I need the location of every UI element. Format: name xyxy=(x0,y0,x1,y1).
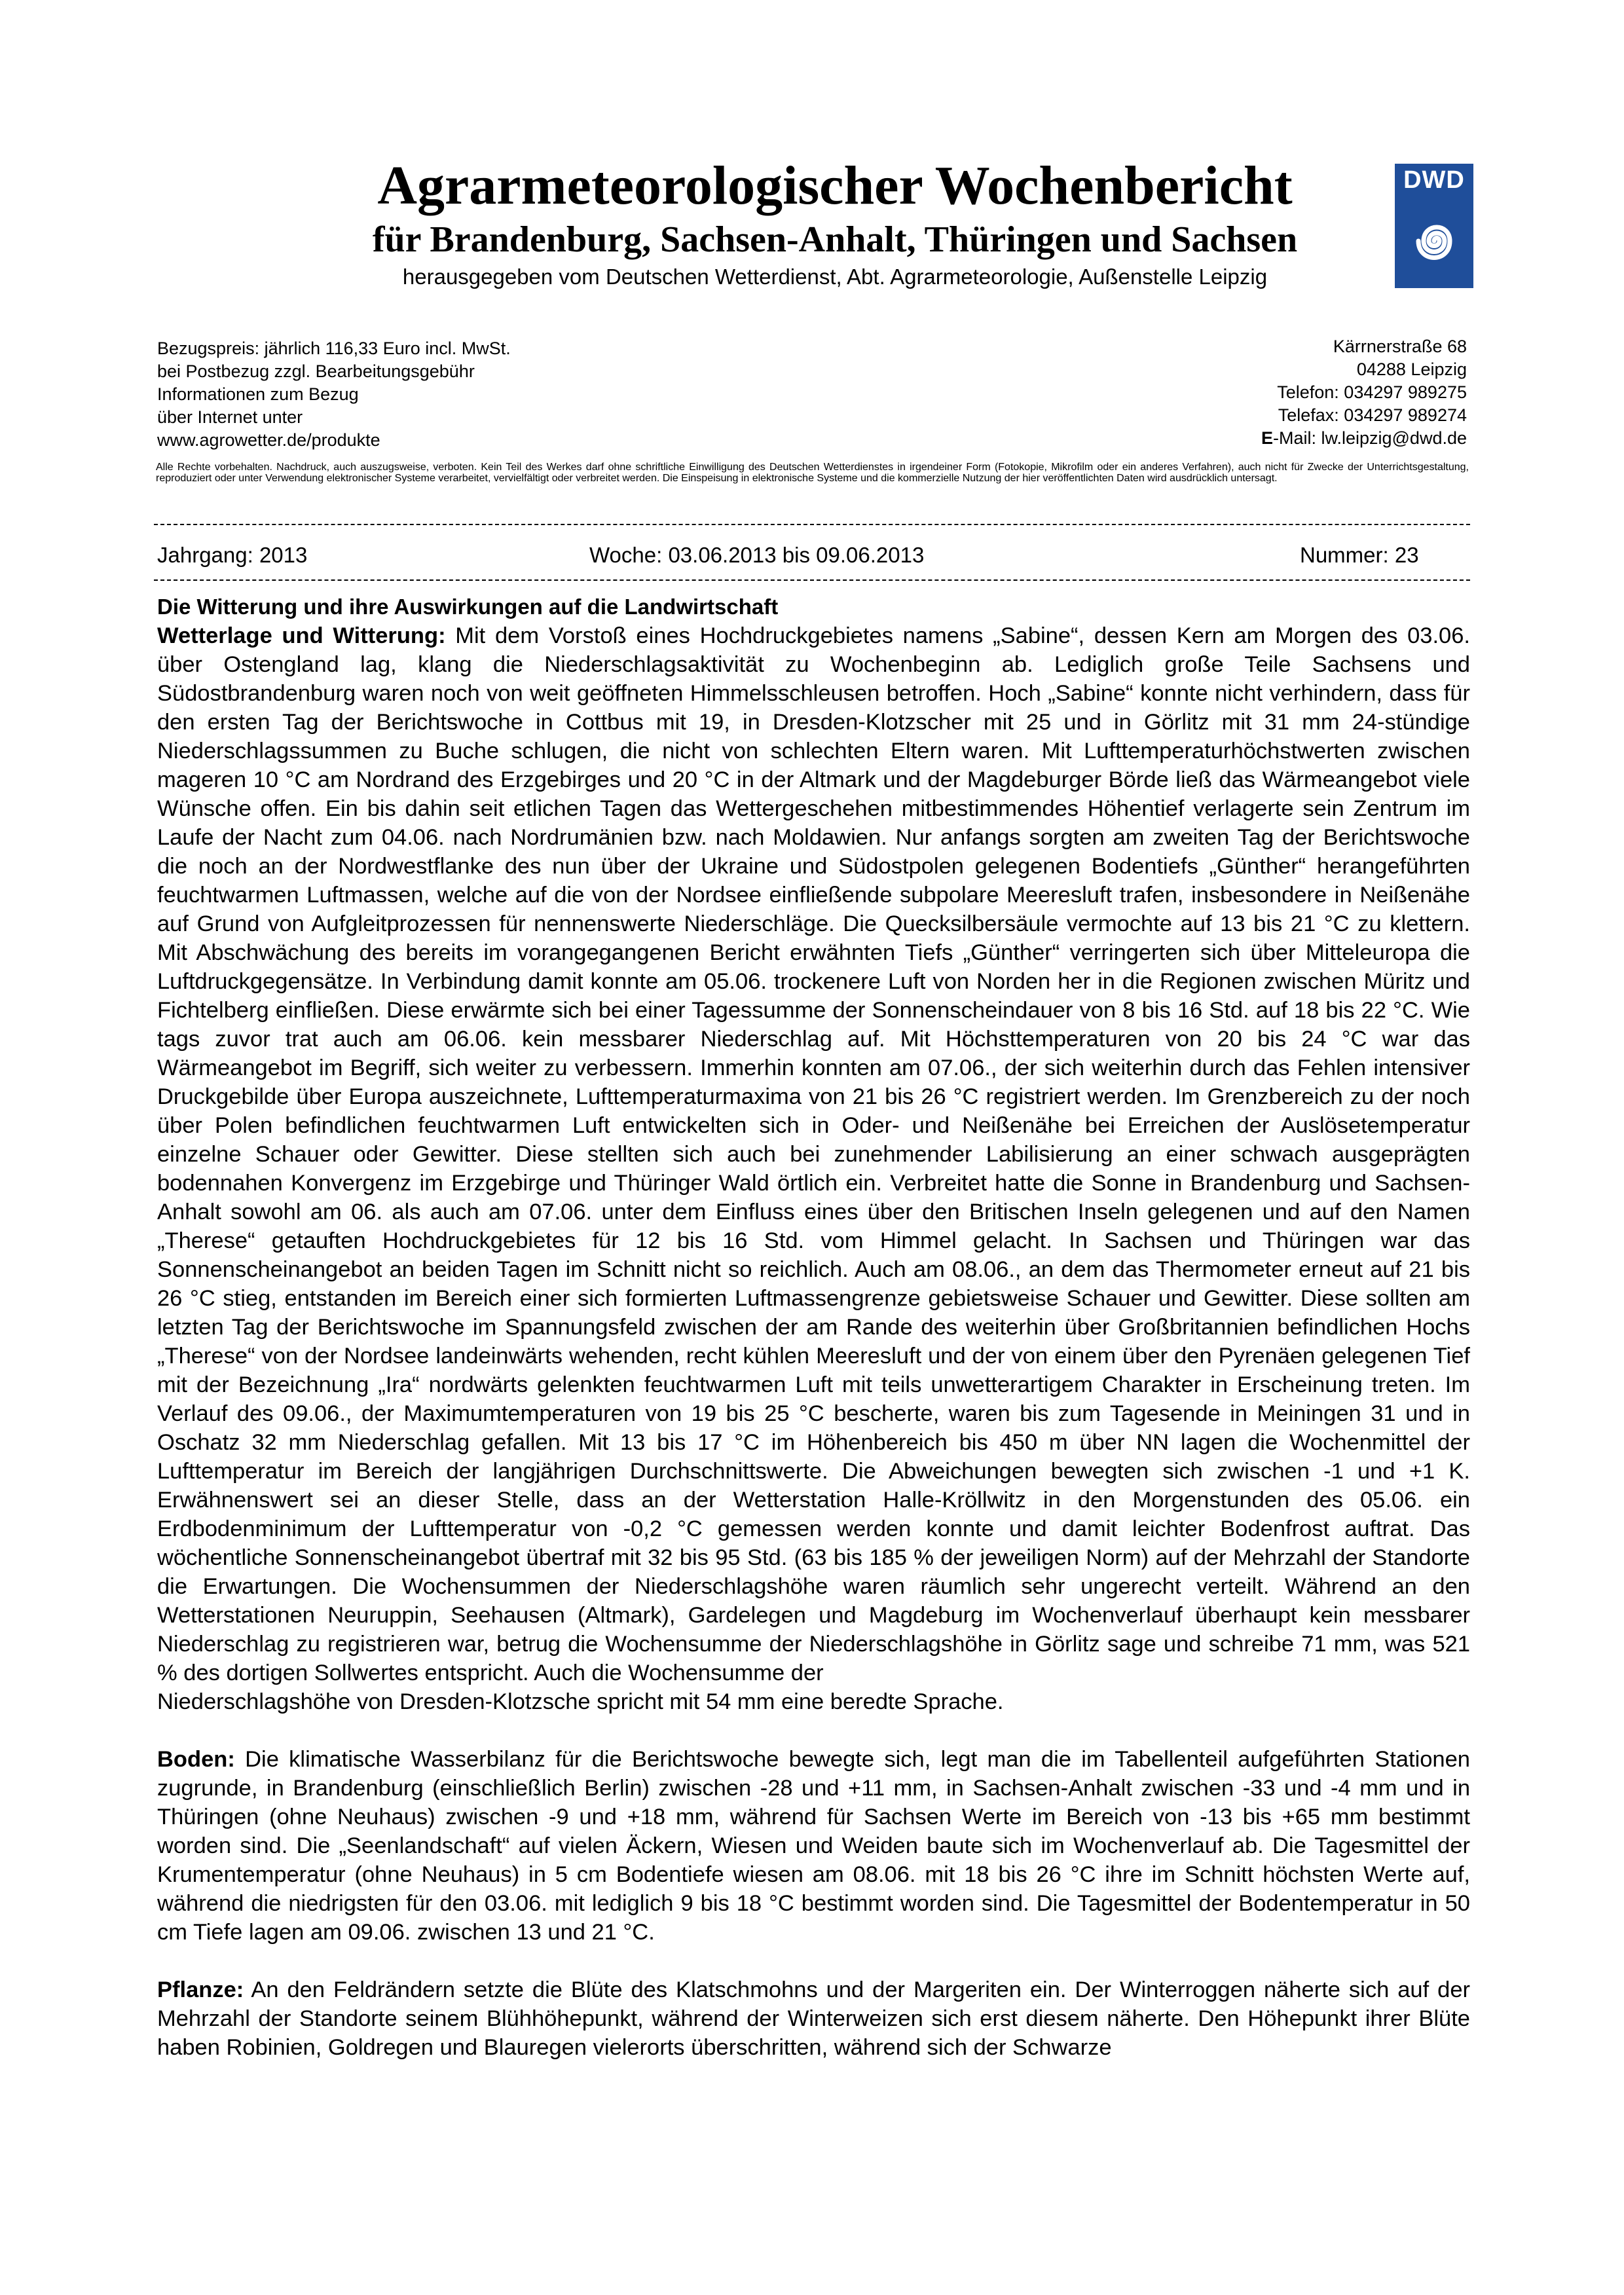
document-subtitle: für Brandenburg, Sachsen-Anhalt, Thüringen und Sachsen xyxy=(372,219,1298,261)
info-line: Informationen zum Bezug xyxy=(157,384,359,404)
dwd-logo xyxy=(1395,164,1473,288)
plant-label: Pflanze: xyxy=(157,1977,244,2002)
contact-info xyxy=(1261,335,1467,450)
subscription-info xyxy=(157,337,511,452)
email-address[interactable] xyxy=(1261,427,1467,450)
email-label-rest: -Mail: lw.leipzig@dwd.de xyxy=(1272,428,1467,448)
separator-line xyxy=(154,579,1470,581)
issue-meta xyxy=(157,541,1470,570)
issue-year: Jahrgang: 2013 xyxy=(157,543,308,567)
weather-label: Wetterlage und Witterung: xyxy=(157,623,446,648)
section-heading: Die Witterung und ihre Auswirkungen auf die Landwirtschaft xyxy=(157,595,779,619)
info-line: bei Postbezug zzgl. Bearbeitungsgebühr xyxy=(157,361,475,381)
issue-number: Nummer: 23 xyxy=(1300,543,1419,567)
masthead xyxy=(308,156,1362,289)
soil-paragraph xyxy=(157,1745,1470,1947)
paragraph-gap xyxy=(157,1716,1470,1745)
paragraph-gap xyxy=(157,1947,1470,1975)
issue-week: Woche: 03.06.2013 bis 09.06.2013 xyxy=(589,543,925,567)
info-line: über Internet unter xyxy=(157,407,303,427)
plant-text: An den Feldrändern setzte die Blüte des Klatschmohns und der Margeriten ein. Der Winterroggen näherte sich auf der Mehrzahl der Standorte seinem Blühhöhepunkt, während der Winterweizen sich erst diesem näherte. Den Höhepunkt ihrer Blüte haben Robinien, Goldregen und Blauregen vielerorts überschritten, während sich der Schwarze xyxy=(157,1977,1470,2060)
website-link[interactable]: www.agrowetter.de/produkte xyxy=(157,430,380,450)
weather-text: Mit dem Vorstoß eines Hochdruckgebietes namens „Sabine“, dessen Kern am Morgen des 03.06. über Ostengland lag, klang die Niederschlagsaktivität zu Wochenbeginn ab. Lediglich große Teile Sachsens und Südostbrandenburg waren noch von weit geöffneten Himmelsschleusen betroffen. Hoch „Sabine“ konnte nicht verhindern, dass für den ersten Tag der Berichtswoche in Cottbus mit 19, in Dresden-Klotzscher mit 25 und in Görlitz mit 31 mm 24-stündige Niederschlagssummen zu Buche schlugen, die nicht von schlechten Eltern waren. Mit Lufttemperaturhöchstwerten zwischen mageren 10 °C am Nordrand des Erzgebirges und 20 °C in der Altmark und der Magdeburger Börde ließ das Wärmeangebot viele Wünsche offen. Ein bis dahin seit etlichen Tagen das Wettergeschehen mitbestimmendes Höhentief verlagerte sein Zentrum im Laufe der Nacht zum 04.06. nach Nordrumänien bzw. nach Moldawien. Nur anfangs sorgten am zweiten Tag der Berichtswoche die noch an der Nordwestflanke des nun über der Ukraine und Südostpolen gelegenen Bodentiefs „Günther“ herangeführten feuchtwarmen Luftmassen, welche auf die von der Nordsee einfließende subpolare Meeresluft trafen, insbesondere in Neißenähe auf Grund von Aufgleitprozessen für nennenswerte Niederschläge. Die Quecksilbersäule vermochte auf 13 bis 21 °C zu klettern. Mit Abschwächung des bereits im vorangegangenen Bericht erwähnten Tiefs „Günther“ verringerten sich über Mitteleuropa die Luftdruckgegensätze. In Verbindung damit konnte am 05.06. trockenere Luft von Norden her in die Regionen zwischen Müritz und Fichtelberg einfließen. Diese erwärmte sich bei einer Tagessumme der Sonnenscheindauer von 8 bis 16 Std. auf 18 bis 22 °C. Wie tags zuvor trat auch am 06.06. kein messbarer Niederschlag auf. Mit Höchsttemperaturen von 20 bis 24 °C war das Wärmeangebot im Begriff, sich weiter zu verbessern. Immerhin konnten am 07.06., der sich weiterhin durch das Fehlen intensiver Druckgebilde über Europa auszeichnete, Lufttemperaturmaxima von 21 bis 26 °C registriert werden. Im Grenzbereich zu der noch über Polen befindlichen feuchtwarmen Luft entwickelten sich in Oder- und Neißenähe bei Erreichen der Auslösetemperatur einzelne Schauer oder Gewitter. Diese stellten sich auch bei zunehmender Labilisierung an einer schwach ausgeprägten bodennahen Konvergenz im Erzgebirge und Thüringer Wald örtlich ein. Verbreitet hatte die Sonne in Brandenburg und Sachsen-Anhalt sowohl am 06. als auch am 07.06. unter dem Einfluss eines über den Britischen Inseln gelegenen und auf den Namen „Therese“ getauften Hochdruckgebietes für 12 bis 16 Std. vom Himmel gelacht. In Sachsen und Thüringen war das Sonnenscheinangebot an beiden Tagen im Schnitt nicht so reichlich. Auch am 08.06., an dem das Thermometer erneut auf 21 bis 26 °C stieg, entstanden im Bereich einer sich formierten Luftmassengrenze gebietsweise Schauer und Gewitter. Diese sollten am letzten Tag der Berichtswoche im Spannungsfeld zwischen der am Rande des weiterhin über Großbritannien befindlichen Hochs „Therese“ von der Nordsee landeinwärts wehenden, recht kühlen Meeresluft und der von einem über den Pyrenäen gelegenen Tief mit der Bezeichnung „Ira“ nordwärts gelenkten feuchtwarmen Luft mit teils unwetterartigem Charakter in Erscheinung treten. Im Verlauf des 09.06., der Maximumtemperaturen von 19 bis 25 °C bescherte, waren bis zum Tagesende in Meiningen 31 und in Oschatz 32 mm Niederschlag gefallen. Mit 13 bis 17 °C im Höhenbereich bis 450 m über NN lagen die Wochenmittel der Lufttemperatur im Bereich der langjährigen Durchschnittswerte. Die Abweichungen bewegten sich zwischen -1 und +1 K. Erwähnenswert sei an dieser Stelle, dass an der Wetterstation Halle-Kröllwitz in den Morgenstunden des 05.06. ein Erdbodenminimum der Lufttemperatur von -0,2 °C gemessen werden konnte und damit leichter Bodenfrost auftrat. Das wöchentliche Sonnenscheinangebot übertraf mit 32 bis 95 Std. (63 bis 185 % der jeweiligen Norm) auf der Mehrzahl der Standorte die Erwartungen. Die Wochensummen der Niederschlagshöhe waren räumlich sehr ungerecht verteilt. Während an den Wetterstationen Neuruppin, Seehausen (Altmark), Gardelegen und Magdeburg im Wochenverlauf überhaupt kein messbarer Niederschlag zu registrieren war, betrug die Wochensumme der Niederschlagshöhe in Görlitz sage und schreibe 71 mm, was 521 % des dortigen Sollwertes entspricht. Auch die Wochensumme der xyxy=(157,623,1470,1685)
document-title: Agrarmeteorologischer Wochenbericht xyxy=(377,155,1293,216)
dwd-logo-text: DWD xyxy=(1403,166,1465,194)
publisher-line: herausgegeben vom Deutschen Wetterdienst, Abt. Agrarmeteorologie, Außenstelle Leipzig xyxy=(402,265,1268,289)
fax-number: Telefax: 034297 989274 xyxy=(1278,405,1467,425)
weather-paragraph xyxy=(157,621,1470,1687)
street-address: Kärrnerstraße 68 xyxy=(1333,337,1467,356)
report-body xyxy=(157,593,1470,2062)
separator-line xyxy=(154,524,1470,525)
copyright-notice: Alle Rechte vorbehalten. Nachdruck, auch auszugsweise, verboten. Kein Teil des Werkes darf ohne schriftliche Einwilligung des Deutschen Wetterdienstes in irgendeiner Form (Fotokopie, Mikrofilm oder ein anderes Verfahren), auch nicht für Zwecke der Unterrichtsgestaltung, reproduziert oder unter Verwendung elektronischer Systeme verarbeitet, vervielfältigt oder verbreitet werden. Die Einspeisung in elektronische Systeme und die kommerzielle Nutzung der hier veröffentlichten Daten wird ausdrücklich untersagt. xyxy=(156,462,1469,484)
phone-number: Telefon: 034297 989275 xyxy=(1277,382,1467,402)
city-address: 04288 Leipzig xyxy=(1356,359,1467,379)
soil-label: Boden: xyxy=(157,1747,235,1772)
spiral-icon xyxy=(1404,204,1464,278)
email-label-initial: E xyxy=(1261,428,1273,448)
plant-paragraph xyxy=(157,1975,1470,2062)
soil-text: Die klimatische Wasserbilanz für die Berichtswoche bewegte sich, legt man die im Tabellenteil aufgeführten Stationen zugrunde, in Brandenburg (einschließlich Berlin) zwischen -28 und +11 mm, in Sachsen-Anhalt zwischen -33 und -4 mm und in Thüringen (ohne Neuhaus) zwischen -9 und +18 mm, während für Sachsen Werte im Bereich von -13 bis +65 mm bestimmt worden sind. Die „Seenlandschaft“ auf vielen Äckern, Wiesen und Weiden baute sich im Wochenverlauf ab. Die Tagesmittel der Krumentemperatur (ohne Neuhaus) in 5 cm Bodentiefe wiesen am 08.06. mit 18 bis 26 °C ihre im Schnitt höchsten Werte auf, während die niedrigsten für den 03.06. mit lediglich 9 bis 18 °C bestimmt worden sind. Die Tagesmittel der Bodentemperatur in 50 cm Tiefe lagen am 09.06. zwischen 13 und 21 °C. xyxy=(157,1747,1470,1945)
info-line: Bezugspreis: jährlich 116,33 Euro incl. MwSt. xyxy=(157,339,511,358)
weather-last-line: Niederschlagshöhe von Dresden-Klotzsche spricht mit 54 mm eine beredte Sprache. xyxy=(157,1689,1004,1714)
